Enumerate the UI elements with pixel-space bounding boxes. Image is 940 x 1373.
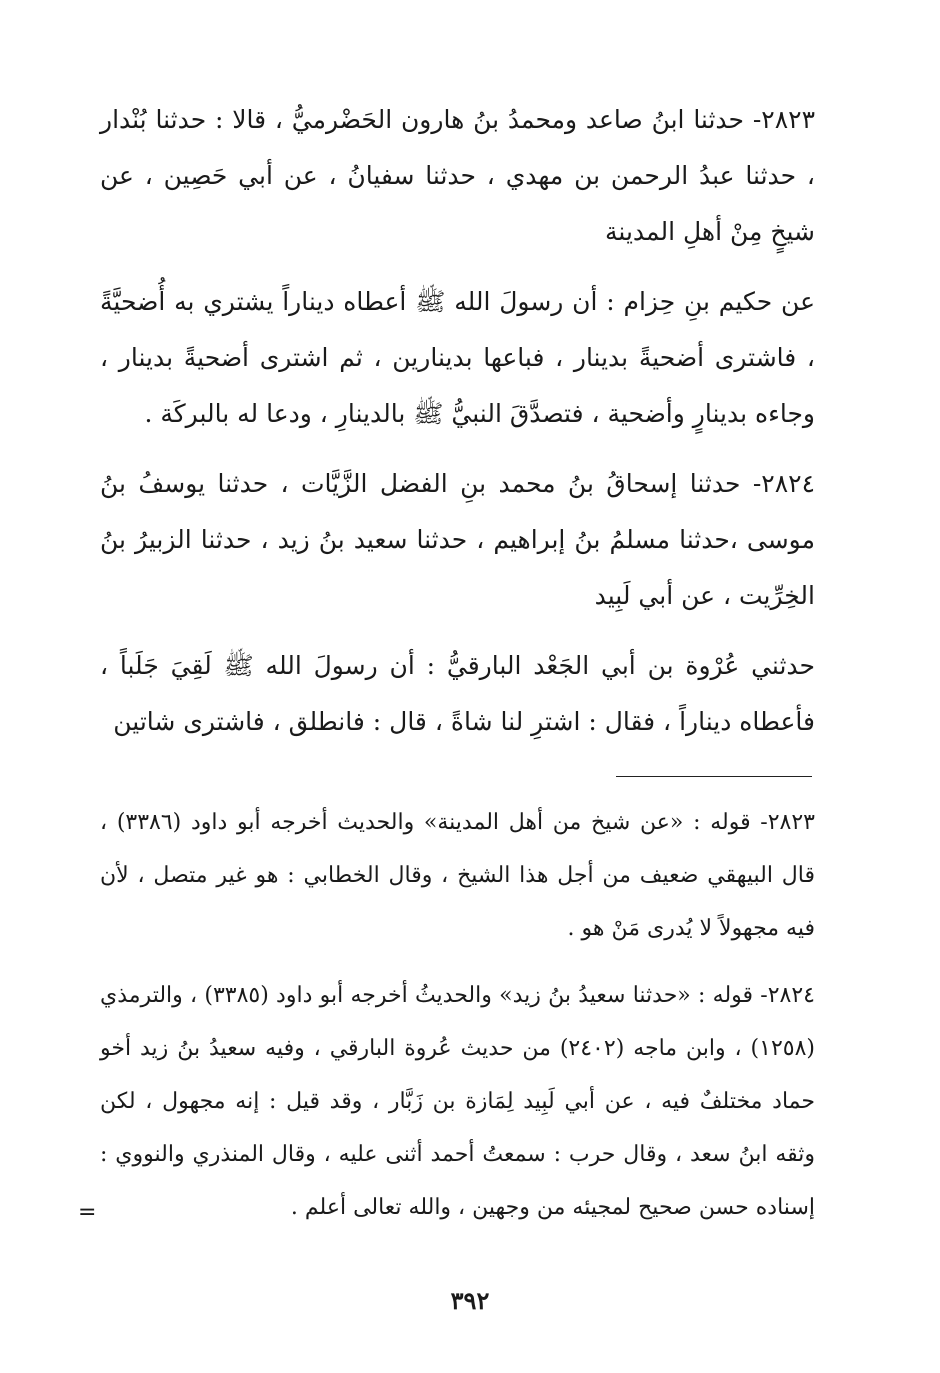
- hadith-2823-matn: عن حكيم بنِ حِزام : أن رسولَ الله ﷺ أعطاه ديناراً يشتري به أُضحيَّةً ، فاشترى أضحيةً بدينار ، فباعها بدينارين ، ثم اشترى أضحيةً بدينار ، وجاءه بدينارٍ وأضحية ، فتصدَّقَ النبيُّ ﷺ بالدينارِ ، ودعا له بالبركَة .: [100, 287, 815, 428]
- page-number: ٣٩٢: [450, 1286, 490, 1315]
- footnote-separator: [616, 776, 812, 777]
- continuation-mark: =: [78, 1200, 97, 1225]
- footnote-2823: ٢٨٢٣- قوله : «عن شيخ من أهل المدينة» والحديث أخرجه أبو داود (٣٣٨٦) ، قال البيهقي ضعيف من أجل هذا الشيخ ، وقال الخطابي : هو غير متصل ، لأن فيه مجهولاً لا يُدرى مَنْ هو .: [100, 810, 815, 941]
- hadith-2823-isnad: ٢٨٢٣- حدثنا ابنُ صاعد ومحمدُ بنُ هارون الحَضْرميُّ ، قالا : حدثنا بُنْدار ، حدثنا عبدُ الرحمن بن مهدي ، حدثنا سفيانُ ، عن أبي حَصِين ، عن شيخٍ مِنْ أهلِ المدينة: [100, 105, 815, 246]
- footnote-2824: ٢٨٢٤- قوله : «حدثنا سعيدُ بنُ زيد» والحديثُ أخرجه أبو داود (٣٣٨٥) ، والترمذي (١٢٥٨) ، وابن ماجه (٢٤٠٢) من حديث عُروة البارقي ، وفيه سعيدُ بنُ زيد أخو حماد مختلفٌ فيه ، عن أبي لَبِيد لِمَازة بن زَبَّار ، وقد قيل : إنه مجهول ، لكن وثقه ابنُ سعد ، وقال حرب : سمعتُ أحمد أثنى عليه ، وقال المنذري والنووي : إسناده حسن صحيح لمجيئه من وجهين ، والله تعالى أعلم .: [100, 983, 815, 1220]
- main-text: [100, 92, 815, 750]
- footnotes: [100, 796, 815, 1234]
- hadith-2824-isnad: ٢٨٢٤- حدثنا إسحاقُ بنُ محمد بنِ الفضل الزَّيَّات ، حدثنا يوسفُ بنُ موسى ،حدثنا مسلمُ بنُ إبراهيم ، حدثنا سعيد بنُ زيد ، حدثنا الزبيرُ بنُ الخِرِّيت ، عن أبي لَبِيد: [100, 469, 815, 610]
- hadith-2824-matn: حدثني عُرْوة بن أبي الجَعْد البارقيُّ : أن رسولَ الله ﷺ لَقِيَ جَلَباً ، فأعطاه ديناراً ، فقال : اشترِ لنا شاةً ، قال : فانطلق ، فاشترى شاتين: [100, 651, 815, 736]
